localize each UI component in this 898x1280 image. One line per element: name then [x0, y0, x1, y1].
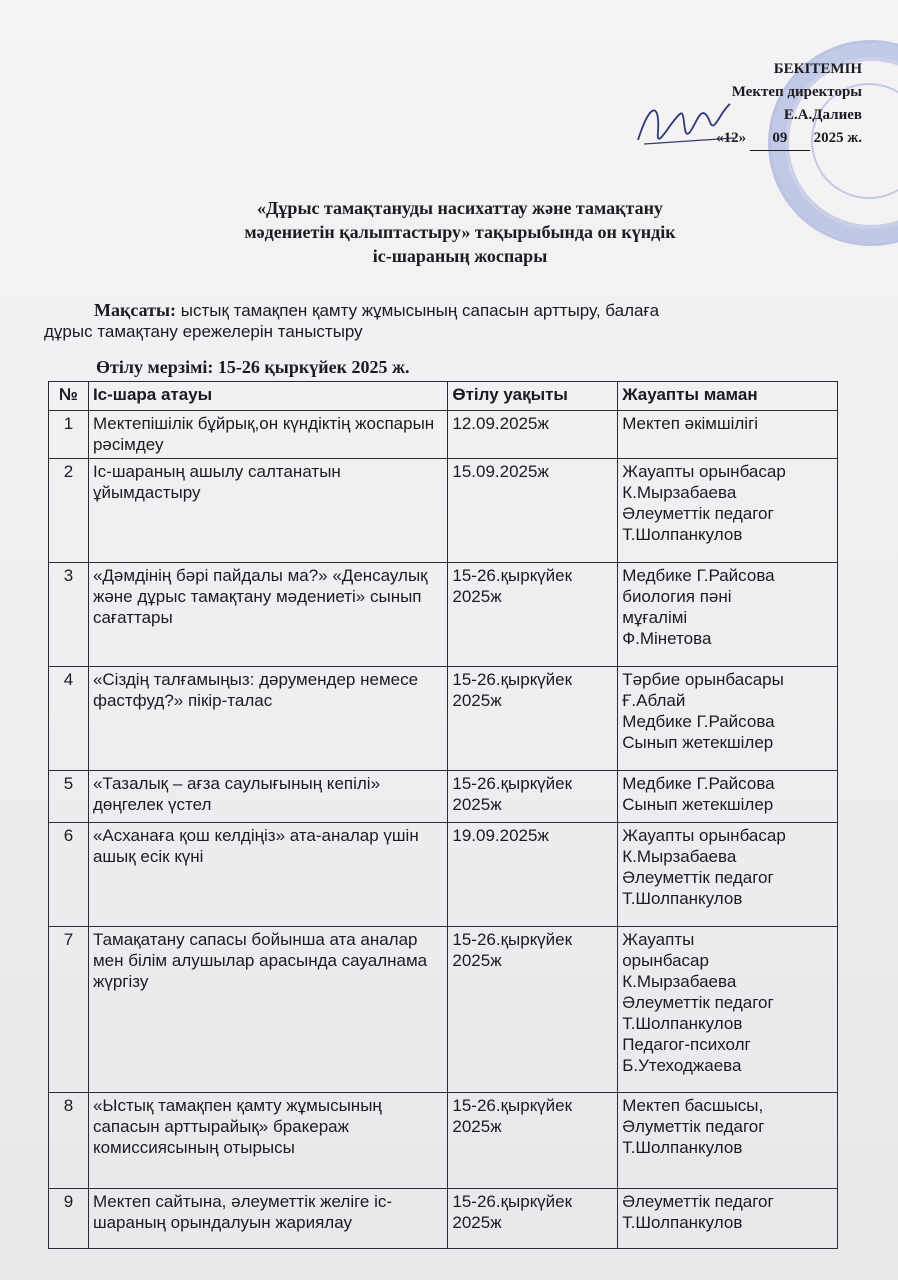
responsible-line: Медбике Г.Райсова — [622, 566, 775, 585]
row-number: 7 — [49, 927, 89, 1093]
approval-block — [602, 58, 862, 151]
row-date: 12.09.2025ж — [448, 411, 618, 459]
row-date: 15-26.қыркүйек 2025ж — [448, 1093, 618, 1189]
table-row — [49, 563, 838, 667]
row-number: 5 — [49, 771, 89, 823]
header-number: № — [49, 382, 89, 411]
table-header-row — [49, 382, 838, 411]
table-row — [49, 459, 838, 563]
responsible-line: Медбике Г.Райсова — [622, 774, 775, 793]
title-line-1: «Дұрыс тамақтануды насихаттау және тамақтану — [257, 198, 663, 218]
row-responsible — [618, 667, 838, 771]
table-row — [49, 667, 838, 771]
row-date: 15-26.қыркүйек 2025ж — [448, 667, 618, 771]
responsible-line: Ф.Мінетова — [622, 629, 712, 648]
row-event: Мектепішілік бұйрық,он күндіктің жоспарын рәсімдеу — [88, 411, 447, 459]
title-line-2: мәдениетін қалыптастыру» тақырыбында он күндік — [244, 222, 676, 242]
responsible-line: Ғ.Аблай — [622, 691, 686, 710]
row-date: 19.09.2025ж — [448, 823, 618, 927]
responsible-line: Т.Шолпанкулов — [622, 1014, 743, 1033]
row-event: «Ыстық тамақпен қамту жұмысының сапасын арттырайық» бракераж комиссиясының отырысы — [88, 1093, 447, 1189]
responsible-line: Әлеуметтік педагог — [622, 1192, 774, 1211]
approval-date-month: 09 — [750, 127, 810, 151]
responsible-line: Әлеуметтік педагог — [622, 993, 774, 1012]
row-number: 6 — [49, 823, 89, 927]
responsible-line: Сынып жетекшілер — [622, 733, 774, 752]
row-event: Мектеп сайтына, әлеуметтік желіге іс-шараның орындалуын жариялау — [88, 1189, 447, 1249]
approval-name: Е.А.Далиев — [783, 107, 862, 123]
responsible-line: орынбасар — [622, 951, 709, 970]
events-table — [48, 381, 838, 1249]
row-event: Тамақатану сапасы бойынша ата аналар мен білім алушылар арасында сауалнама жүргізу — [88, 927, 447, 1093]
responsible-line: Т.Шолпанкулов — [622, 1213, 743, 1232]
table-row — [49, 1093, 838, 1189]
table-row — [49, 411, 838, 459]
row-date: 15-26.қыркүйек 2025ж — [448, 927, 618, 1093]
responsible-line: Медбике Г.Райсова — [622, 712, 775, 731]
approval-date-year: 2025 ж. — [813, 130, 862, 146]
row-event: «Асханаға қош келдіңіз» ата-аналар үшін ашық есік күні — [88, 823, 447, 927]
row-responsible — [618, 823, 838, 927]
table-row — [49, 927, 838, 1093]
table-row — [49, 771, 838, 823]
responsible-line: Жауапты орынбасар — [622, 826, 786, 845]
header-responsible: Жауапты маман — [618, 382, 838, 411]
approval-date — [602, 127, 862, 151]
responsible-line: Әлеуметтік педагог — [622, 504, 774, 523]
table-row — [49, 823, 838, 927]
row-event: «Дәмдінің бәрі пайдалы ма?» «Денсаулық және дұрыс тамақтану мәдениеті» сынып сағаттары — [88, 563, 447, 667]
responsible-line: Жауапты орынбасар — [622, 462, 786, 481]
responsible-line: Жауапты — [622, 930, 695, 949]
row-date: 15-26.қыркүйек 2025ж — [448, 563, 618, 667]
row-responsible — [618, 459, 838, 563]
row-number: 9 — [49, 1189, 89, 1249]
row-event: «Сіздің талғамыңыз: дәрумендер немесе фастфуд?» пікір-талас — [88, 667, 447, 771]
responsible-line: Т.Шолпанкулов — [622, 889, 743, 908]
row-date: 15-26.қыркүйек 2025ж — [448, 1189, 618, 1249]
document-title — [120, 196, 800, 268]
row-event: «Тазалық – ағза саулығының кепілі» дөңгелек үстел — [88, 771, 447, 823]
row-number: 3 — [49, 563, 89, 667]
row-number: 1 — [49, 411, 89, 459]
approval-position: Мектеп директоры — [731, 84, 862, 100]
responsible-line: Мектеп әкімшілігі — [622, 414, 759, 433]
responsible-line: Әлеуметтік педагог — [622, 868, 774, 887]
purpose-text-2: дұрыс тамақтану ережелерін таныстыру — [44, 322, 363, 341]
period-line: Өтілу мерзімі: 15-26 қыркүйек 2025 ж. — [96, 357, 410, 377]
responsible-line: Т.Шолпанкулов — [622, 525, 743, 544]
approval-heading: БЕКІТЕМІН — [773, 61, 862, 77]
responsible-line: Б.Утеходжаева — [622, 1056, 742, 1075]
row-responsible — [618, 411, 838, 459]
responsible-line: К.Мырзабаева — [622, 483, 737, 502]
approval-date-day: «12» — [716, 130, 747, 146]
row-number: 2 — [49, 459, 89, 563]
responsible-line: К.Мырзабаева — [622, 847, 737, 866]
responsible-line: Мектеп басшысы, — [622, 1096, 764, 1115]
row-number: 4 — [49, 667, 89, 771]
row-date: 15-26.қыркүйек 2025ж — [448, 771, 618, 823]
row-event: Іс-шараның ашылу салтанатын ұйымдастыру — [88, 459, 447, 563]
table-row — [49, 1189, 838, 1249]
header-event: Іс-шара атауы — [88, 382, 447, 411]
responsible-line: Т.Шолпанкулов — [622, 1138, 743, 1157]
row-responsible — [618, 1093, 838, 1189]
row-responsible — [618, 927, 838, 1093]
row-date: 15.09.2025ж — [448, 459, 618, 563]
responsible-line: К.Мырзабаева — [622, 972, 737, 991]
responsible-line: мұғалімі — [622, 608, 688, 627]
row-number: 8 — [49, 1093, 89, 1189]
responsible-line: Педагог-психолг — [622, 1035, 751, 1054]
responsible-line: Әлуметтік педагог — [622, 1117, 765, 1136]
title-line-3: іс-шараның жоспары — [372, 246, 548, 266]
row-responsible — [618, 771, 838, 823]
row-responsible — [618, 1189, 838, 1249]
purpose-paragraph — [44, 300, 844, 342]
row-responsible — [618, 563, 838, 667]
header-date: Өтілу уақыты — [448, 382, 618, 411]
purpose-label: Мақсаты: — [94, 300, 176, 320]
responsible-line: биология пәні — [622, 587, 732, 606]
responsible-line: Тәрбие орынбасары — [622, 670, 784, 689]
purpose-text-1: ыстық тамақпен қамту жұмысының сапасын арттыру, балаға — [180, 301, 660, 320]
responsible-line: Сынып жетекшілер — [622, 795, 774, 814]
